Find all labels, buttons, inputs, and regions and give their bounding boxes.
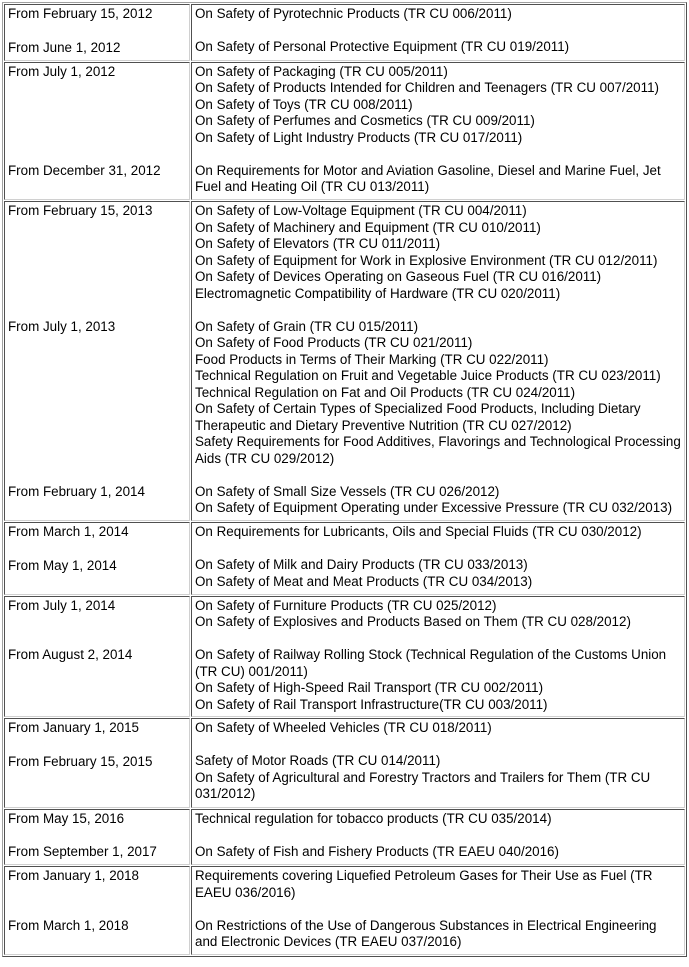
regulations-cell: [191, 866, 685, 955]
regulation-title: On Safety of Light Industry Products (TR CU 017/2011): [195, 129, 523, 145]
regulations-entry: [195, 753, 681, 803]
regulation-title: On Safety of Devices Operating on Gaseous Fuel (TR CU 016/2011): [195, 269, 602, 284]
regulation-title: Safety of Motor Roads (TR CU 014/2011): [195, 753, 441, 768]
schedule-row: [4, 522, 685, 595]
effective-date-cell: [4, 62, 190, 201]
effective-date-cell: [4, 4, 190, 61]
effective-date: From August 2, 2014: [8, 647, 133, 662]
regulation-title: On Restrictions of the Use of Dangerous Substances in Electrical Engineering and Electronic Devices (TR EAEU 037/2016): [195, 917, 657, 949]
entry-spacer: [8, 631, 186, 648]
date-entry: [8, 647, 186, 713]
effective-date-cell: [4, 866, 190, 955]
regulations-cell: [191, 522, 685, 595]
entry-spacer: [195, 541, 681, 558]
regulations-cell: [191, 201, 685, 521]
regulations-entry: [195, 64, 681, 147]
schedule-row: [4, 62, 685, 201]
regulation-title: On Safety of Products Intended for Children and Teenagers (TR CU 007/2011): [195, 80, 659, 95]
regulations-entry: [195, 811, 681, 828]
schedule-row: [4, 596, 685, 718]
effective-date: From July 1, 2014: [8, 597, 116, 613]
regulation-title: Technical regulation for tobacco products (TR CU 035/2014): [195, 810, 552, 826]
entry-spacer: [195, 631, 681, 648]
entry-spacer: [195, 737, 681, 754]
entry-spacer: [8, 737, 186, 754]
regulations-cell: [191, 809, 685, 866]
regulation-title: On Safety of Packaging (TR CU 005/2011): [195, 63, 448, 79]
effective-date: From July 1, 2012: [8, 63, 116, 79]
date-entry: [8, 720, 186, 737]
date-entry: [8, 868, 186, 901]
regulation-title: On Safety of Grain (TR CU 015/2011): [195, 318, 419, 334]
regulations-entry: [195, 598, 681, 631]
effective-date: From January 1, 2015: [8, 720, 139, 735]
effective-date: From December 31, 2012: [8, 163, 161, 178]
effective-date: From January 1, 2018: [8, 868, 139, 883]
regulations-cell: [191, 4, 685, 61]
regulations-cell: [191, 596, 685, 718]
regulation-title: On Safety of Perfumes and Cosmetics (TR CU 009/2011): [195, 113, 535, 128]
regulation-title: On Requirements for Lubricants, Oils and Special Fluids (TR CU 030/2012): [195, 524, 642, 539]
regulations-entry: [195, 203, 681, 302]
regulation-title: Food Products in Terms of Their Marking (TR CU 022/2011): [195, 351, 549, 367]
effective-date-cell: [4, 596, 190, 718]
regulation-title: On Safety of Railway Rolling Stock (Technical Regulation of the Customs Union (TR CU) 001/2011): [195, 647, 667, 679]
date-entry: [8, 64, 186, 147]
entry-spacer: [8, 302, 186, 319]
regulation-title: Technical Regulation on Fat and Oil Products (TR CU 024/2011): [195, 384, 576, 400]
entry-spacer: [8, 901, 186, 918]
entry-spacer: [8, 23, 186, 40]
regulation-title: On Safety of Rail Transport Infrastructure(TR CU 003/2011): [195, 696, 548, 712]
regulation-title: Requirements covering Liquefied Petroleum Gases for Their Use as Fuel (TR EAEU 036/2016): [195, 868, 653, 900]
effective-date: From May 1, 2014: [8, 557, 117, 573]
entry-spacer: [195, 146, 681, 163]
effective-date: From February 15, 2013: [8, 203, 153, 218]
date-entry: [8, 558, 186, 591]
effective-date: From February 15, 2015: [8, 753, 153, 769]
schedule-row: [4, 201, 685, 521]
regulation-title: On Safety of Wheeled Vehicles (TR CU 018/2011): [195, 720, 492, 735]
schedule-row: [4, 866, 685, 955]
regulations-entry: [195, 524, 681, 541]
regulation-title: On Safety of Equipment for Work in Explosive Environment (TR CU 012/2011): [195, 252, 658, 268]
effective-date: From September 1, 2017: [8, 844, 157, 859]
effective-date: From February 15, 2012: [8, 6, 153, 21]
regulation-title: On Safety of Certain Types of Specialized Food Products, Including Dietary Therapeutic and Dietary Preventive Nutrition (TR CU 027/2012): [195, 401, 641, 433]
regulation-title: On Safety of Equipment Operating under Excessive Pressure (TR CU 032/2013): [195, 500, 673, 515]
regulation-title: On Safety of Furniture Products (TR CU 025/2012): [195, 597, 497, 613]
effective-date-cell: [4, 201, 190, 521]
regulation-title: On Safety of Meat and Meat Products (TR CU 034/2013): [195, 573, 533, 589]
date-entry: [8, 598, 186, 631]
regulations-entry: [195, 844, 681, 861]
date-entry: [8, 484, 186, 517]
regulation-title: On Safety of Elevators (TR CU 011/2011): [195, 236, 441, 251]
date-entry: [8, 918, 186, 951]
regulation-title: On Safety of Low-Voltage Equipment (TR CU 004/2011): [195, 203, 527, 218]
date-entry: [8, 6, 186, 23]
effective-date-cell: [4, 809, 190, 866]
regulations-entry: [195, 918, 681, 951]
date-entry: [8, 319, 186, 468]
date-entry: [8, 40, 186, 57]
date-entry: [8, 163, 186, 196]
entry-spacer: [195, 23, 681, 40]
regulations-document: [2, 2, 687, 965]
regulations-cell: [191, 718, 685, 808]
regulation-title: Electromagnetic Compatibility of Hardware (TR CU 020/2011): [195, 285, 561, 301]
regulation-title: On Requirements for Motor and Aviation Gasoline, Diesel and Marine Fuel, Jet Fuel and Heating Oil (TR CU 013/2011): [195, 162, 661, 194]
entry-spacer: [8, 468, 186, 485]
entry-spacer: [8, 147, 186, 164]
regulation-title: On Safety of High-Speed Rail Transport (TR CU 002/2011): [195, 680, 544, 695]
regulations-entry: [195, 647, 681, 713]
regulation-title: On Safety of Milk and Dairy Products (TR CU 033/2013): [195, 557, 528, 572]
regulation-title: On Safety of Fish and Fishery Products (TR EAEU 040/2016): [195, 843, 559, 859]
schedule-rows: [4, 4, 685, 955]
entry-spacer: [195, 467, 681, 484]
schedule-row: [4, 809, 685, 866]
regulation-title: On Safety of Machinery and Equipment (TR CU 010/2011): [195, 219, 541, 235]
effective-date: From February 1, 2014: [8, 484, 145, 499]
regulations-entry: [195, 39, 681, 56]
regulation-title: On Safety of Personal Protective Equipment (TR CU 019/2011): [195, 39, 570, 54]
regulation-title: On Safety of Toys (TR CU 008/2011): [195, 96, 413, 112]
effective-date: From March 1, 2018: [8, 917, 129, 933]
effective-date: From March 1, 2014: [8, 524, 129, 539]
entry-spacer: [195, 302, 681, 319]
regulations-entry: [195, 319, 681, 468]
regulations-cell: [191, 62, 685, 201]
regulations-entry: [195, 163, 681, 196]
effective-date-cell: [4, 718, 190, 808]
effective-date: From July 1, 2013: [8, 318, 116, 334]
regulation-title: Safety Requirements for Food Additives, Flavorings and Technological Processing Aids (TR CU 029/2012): [195, 434, 681, 466]
regulation-title: On Safety of Pyrotechnic Products (TR CU 006/2011): [195, 6, 512, 21]
regulations-schedule-table: [2, 2, 687, 957]
date-entry: [8, 754, 186, 804]
regulations-entry: [195, 6, 681, 23]
effective-date-cell: [4, 522, 190, 595]
entry-spacer: [195, 827, 681, 844]
date-entry: [8, 203, 186, 302]
regulation-title: On Safety of Food Products (TR CU 021/2011): [195, 335, 473, 350]
date-entry: [8, 844, 186, 861]
schedule-row: [4, 718, 685, 808]
regulations-entry: [195, 484, 681, 517]
regulations-entry: [195, 868, 681, 901]
entry-spacer: [8, 828, 186, 845]
regulation-title: On Safety of Explosives and Products Based on Them (TR CU 028/2012): [195, 614, 631, 629]
regulation-title: On Safety of Small Size Vessels (TR CU 026/2012): [195, 483, 500, 499]
entry-spacer: [8, 541, 186, 558]
date-entry: [8, 811, 186, 828]
regulation-title: On Safety of Agricultural and Forestry Tractors and Trailers for Them (TR CU 031/2012): [195, 769, 651, 801]
schedule-row: [4, 4, 685, 61]
regulations-entry: [195, 557, 681, 590]
date-entry: [8, 524, 186, 541]
entry-spacer: [195, 901, 681, 918]
effective-date: From May 15, 2016: [8, 810, 125, 826]
effective-date: From June 1, 2012: [8, 39, 121, 55]
regulations-entry: [195, 720, 681, 737]
regulation-title: Technical Regulation on Fruit and Vegetable Juice Products (TR CU 023/2011): [195, 368, 661, 383]
